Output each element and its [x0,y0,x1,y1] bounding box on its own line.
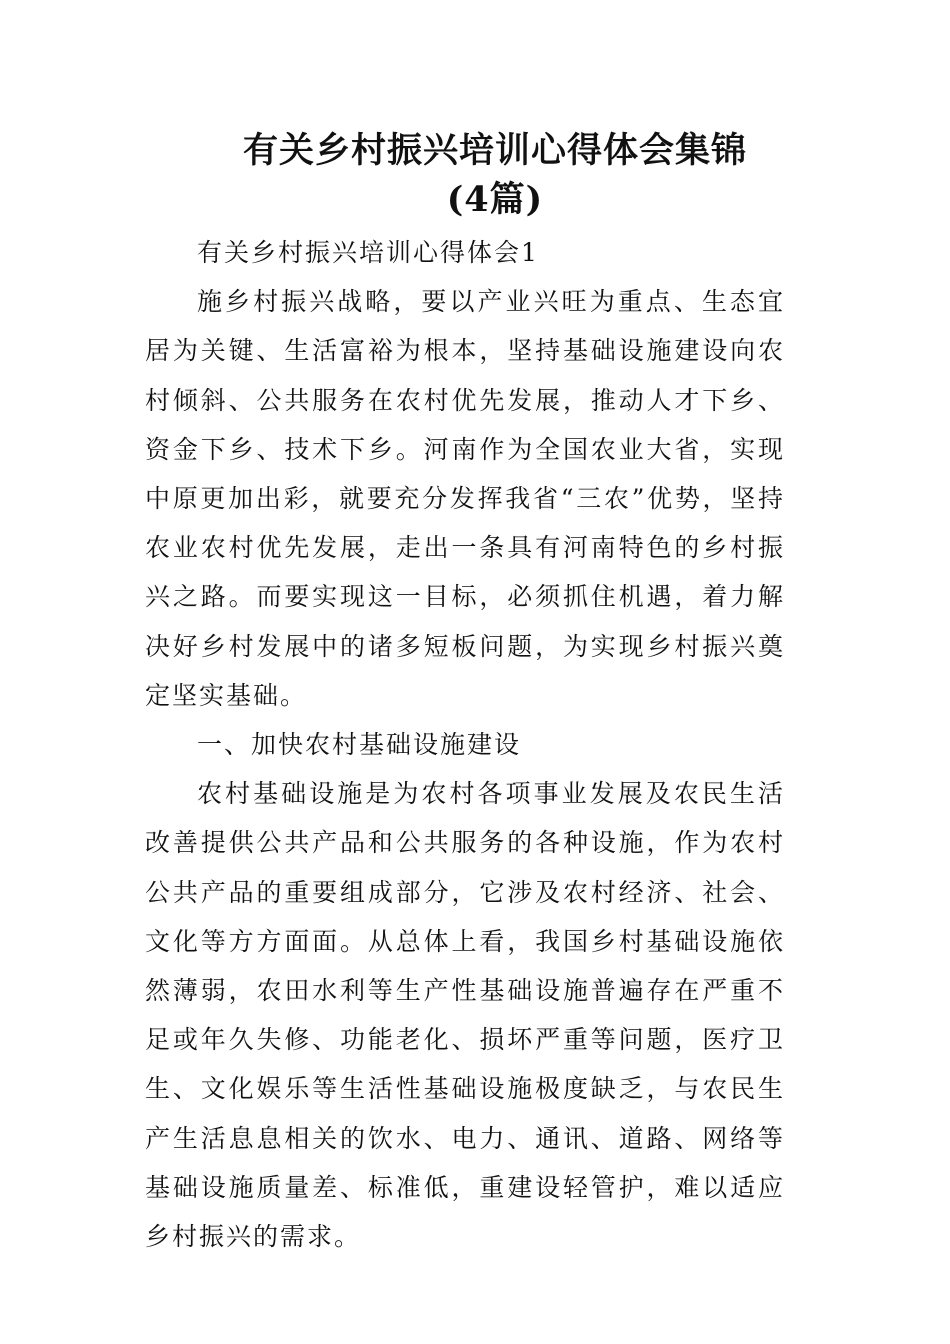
document-title-count: (4篇) [446,179,544,220]
paragraph: 农村基础设施是为农村各项事业发展及农民生活改善提供公共产品和公共服务的各种设施，作为农村公共产品的重要组成部分，它涉及农村经济、社会、文化等方方面面。从总体上看，我国乡村基础设施依然薄弱，农田水利等生产性基础设施普遍存在严重不足或年久失修、功能老化、损坏严重等问题，医疗卫生、文化娱乐等生活性基础设施极度缺乏，与农民生产生活息息相关的饮水、电力、通讯、道路、网络等基础设施质量差、标准低，重建设轻管护，难以适应乡村振兴的需求。 [145,779,785,1252]
document-title: 有关乡村振兴培训心得体会集锦 [242,130,747,171]
section-heading: 一、加快农村基础设施建设 [197,730,522,760]
document-body [145,228,785,1261]
article-subtitle: 有关乡村振兴培训心得体会1 [197,238,539,267]
paragraph: 施乡村振兴战略，要以产业兴旺为重点、生态宜居为关键、生活富裕为根本，坚持基础设施建设向农村倾斜、公共服务在农村优先发展，推动人才下乡、资金下乡、技术下乡。河南作为全国农业大省，实现中原更加出彩，就要充分发挥我省“三农”优势，坚持农业农村优先发展，走出一条具有河南特色的乡村振兴之路。而要实现这一目标，必须抓住机遇，着力解决好乡村发展中的诸多短板问题，为实现乡村振兴奠定坚实基础。 [145,287,785,710]
